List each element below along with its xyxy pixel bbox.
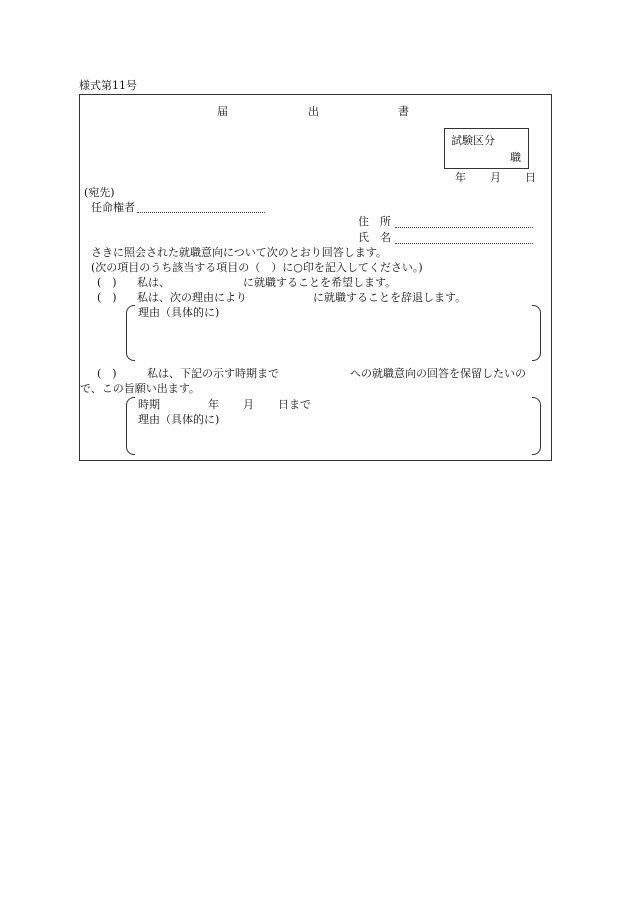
option1-text-b: に就職することを希望します。	[243, 276, 397, 289]
address-label: 住 所	[358, 215, 391, 228]
date-year: 年	[455, 171, 466, 184]
option3-reason-bracket-right	[532, 397, 541, 455]
exam-category-suffix: 職	[510, 151, 521, 164]
option3-year: 年	[208, 398, 219, 411]
title-char-2: 出	[308, 105, 319, 118]
option2-reason-bracket-right	[532, 305, 541, 361]
option2-mark: ( )	[97, 291, 117, 304]
option1-text-a: 私は、	[137, 276, 170, 289]
option3-mark: ( )	[97, 367, 117, 380]
title-char-3: 書	[398, 105, 409, 118]
appointer-label: 任命権者	[91, 201, 135, 214]
option3-period-label: 時期	[138, 398, 160, 411]
option3-until-day: 日まで	[278, 398, 311, 411]
option2-reason-label: 理由（具体的に)	[138, 306, 220, 319]
option2-reason-bracket-left	[126, 305, 135, 361]
appointer-line	[137, 212, 265, 213]
name-line	[395, 243, 533, 244]
intro-text: さきに照会された就職意向について次のとおり回答します。	[91, 246, 387, 259]
name-label: 氏 名	[358, 231, 391, 244]
option3-reason-label: 理由（具体的に)	[138, 413, 220, 426]
option1-mark: ( )	[97, 276, 117, 289]
option3-text-b: への就職意向の回答を保留したいの	[350, 367, 526, 380]
option3-text-c: で、この旨願い出ます。	[80, 382, 200, 395]
form-number: 様式第11号	[79, 79, 137, 92]
option2-text-a: 私は、次の理由により	[137, 291, 247, 304]
address-line	[395, 227, 533, 228]
title-char-1: 届	[217, 105, 228, 118]
exam-category-label: 試験区分	[451, 134, 495, 147]
option3-text-a: 私は、下記の示す時期まで	[147, 367, 279, 380]
option3-month: 月	[243, 398, 254, 411]
addressee-label: (宛先)	[84, 186, 115, 199]
option3-reason-bracket-left	[126, 397, 135, 455]
instruction-text: (次の項目のうち該当する項目の（ ）に○印を記入してください。)	[91, 261, 423, 274]
date-month: 月	[490, 171, 501, 184]
option2-text-b: に就職することを辞退します。	[313, 291, 467, 304]
date-day: 日	[525, 171, 536, 184]
